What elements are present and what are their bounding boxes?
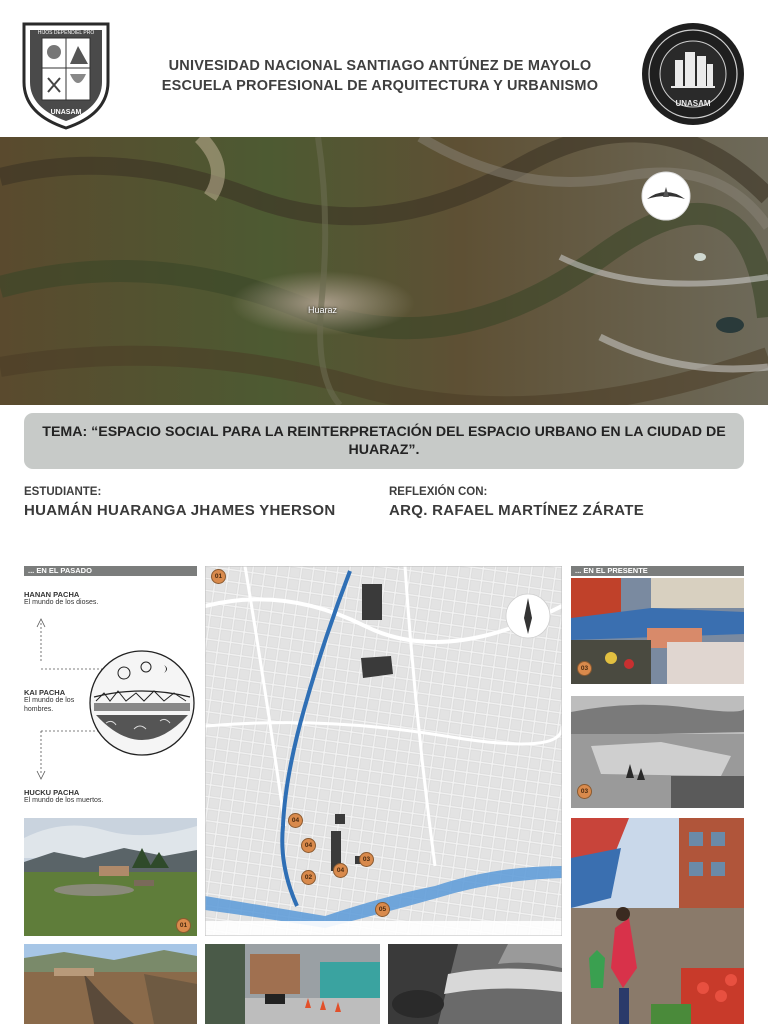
advisor-label: REFLEXIÓN CON:	[389, 486, 488, 498]
present-section-header: ... EN EL PRESENTE	[571, 566, 744, 576]
hanan-pacha-desc: El mundo de los dioses.	[24, 599, 99, 606]
ruins-photo	[24, 818, 197, 936]
map-marker-05: 05	[375, 902, 390, 917]
north-arrow-icon	[641, 171, 691, 221]
header-titles	[115, 56, 645, 96]
hucku-pacha-desc: El mundo de los muertos.	[24, 797, 104, 804]
street-market-photo	[571, 818, 744, 1024]
student-name: HUAMÁN HUARANGA JHAMES YHERSON	[24, 502, 336, 519]
market-photo	[571, 578, 744, 684]
student-label: ESTUDIANTE:	[24, 486, 102, 498]
urban-map	[205, 566, 562, 936]
map-marker-02: 02	[301, 870, 316, 885]
topic-title: TEMA: “ESPACIO SOCIAL PARA LA REINTERPRETACIÓN DEL ESPACIO URBANO EN LA CIUDAD DE HUARAZ”.	[42, 424, 726, 458]
advisor-name: ARQ. RAFAEL MARTÍNEZ ZÁRATE	[389, 502, 645, 519]
canyon-photo	[24, 944, 197, 1024]
map-main-badge: 01	[211, 569, 226, 584]
cosmology-diagram	[24, 615, 197, 785]
shield-top-text: HIJOS DEPENDIEL PRO	[37, 30, 95, 36]
market-photo-badge: 03	[577, 661, 592, 676]
past-section-header: ... EN EL PASADO	[24, 566, 197, 576]
kai-pacha-title: KAI PACHA	[24, 688, 66, 697]
ruins-photo-badge: 01	[176, 918, 191, 933]
map-marker-04b: 04	[301, 838, 316, 853]
historic-photo-badge: 03	[577, 784, 592, 799]
historic-photo	[571, 696, 744, 808]
university-name: UNIVESIDAD NACIONAL SANTIAGO ANTÚNEZ DE MAYOLO	[168, 58, 592, 74]
hanan-pacha-title: HANAN PACHA	[24, 590, 80, 599]
seal-text: UNASAM	[675, 99, 711, 108]
street-photo	[205, 944, 380, 1024]
university-shield-logo	[22, 22, 110, 130]
map-marker-04c: 04	[333, 863, 348, 878]
map-marker-03: 03	[359, 852, 374, 867]
school-seal-logo	[641, 22, 745, 126]
city-map-label: Huaraz	[308, 305, 338, 315]
school-name: ESCUELA PROFESIONAL DE ARQUITECTURA Y URBANISMO	[161, 78, 599, 94]
river-photo	[388, 944, 562, 1024]
shield-bottom-text: UNASAM	[50, 109, 82, 116]
hucku-pacha-title: HUCKU PACHA	[24, 788, 80, 797]
kai-pacha-desc: El mundo de los hombres.	[24, 697, 75, 713]
map-marker-04a: 04	[288, 813, 303, 828]
